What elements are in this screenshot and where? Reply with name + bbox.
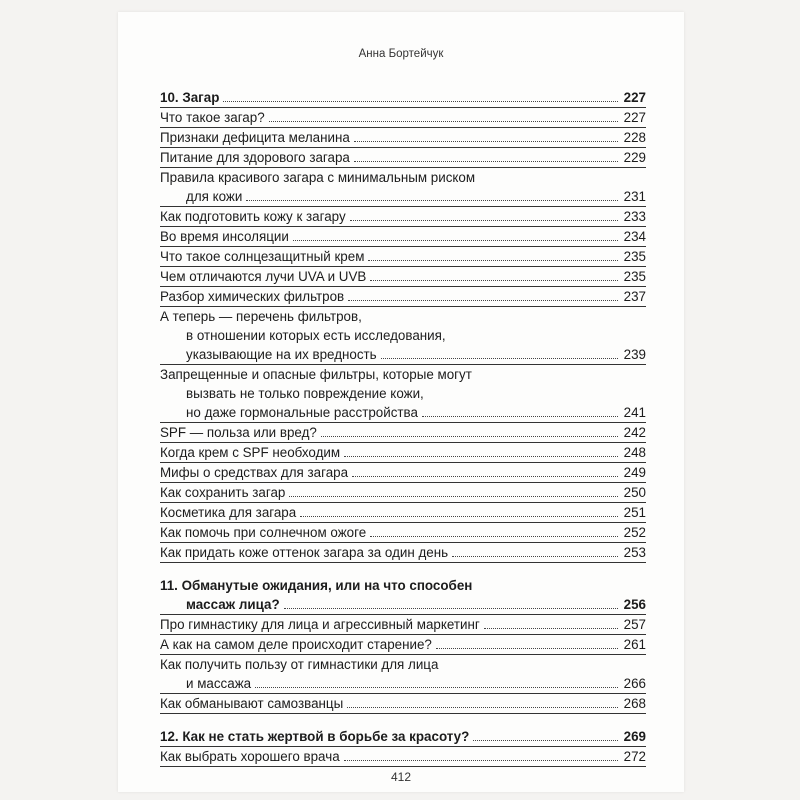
page-number: 228 <box>623 130 646 145</box>
page-number: 227 <box>623 90 646 105</box>
toc-entry <box>160 247 646 267</box>
entry-title-cont: но даже гормональные расстройства <box>186 405 418 420</box>
page-number: 239 <box>623 347 646 362</box>
entry-title: Про гимнастику для лица и агрессивный маркетинг <box>160 617 480 632</box>
toc-entry <box>160 655 646 694</box>
entry-title: Чем отличаются лучи UVA и UVB <box>160 269 367 284</box>
page-number: 251 <box>623 505 646 520</box>
page-number: 233 <box>623 209 646 224</box>
page-number: 256 <box>623 597 646 612</box>
page-number: 248 <box>623 445 646 460</box>
page-number: 237 <box>623 289 646 304</box>
entry-title-cont: вызвать не только повреждение кожи, <box>186 386 424 401</box>
page-number: 235 <box>623 249 646 264</box>
chapter-gap <box>160 714 646 727</box>
entry-title: Как обманывают самозванцы <box>160 696 344 711</box>
toc-entry <box>160 523 646 543</box>
entry-title: Признаки дефицита меланина <box>160 130 350 145</box>
page-number: 266 <box>623 676 646 691</box>
page-number: 231 <box>623 189 646 204</box>
page-number: 249 <box>623 465 646 480</box>
entry-title: Косметика для загара <box>160 505 297 520</box>
page-number: 261 <box>623 637 646 652</box>
chapter-title: 10. Загар <box>160 90 220 105</box>
toc-chapter-10 <box>160 88 646 108</box>
table-of-contents <box>160 88 646 767</box>
entry-title: Мифы о средствах для загара <box>160 465 349 480</box>
entry-title: Как получить пользу от гимнастики для лица <box>160 657 439 672</box>
toc-entry <box>160 227 646 247</box>
page-number: 250 <box>623 485 646 500</box>
toc-entry <box>160 307 646 365</box>
toc-entry <box>160 423 646 443</box>
page-number: 252 <box>623 525 646 540</box>
page-number: 257 <box>623 617 646 632</box>
running-head: Анна Бортейчук <box>358 48 444 60</box>
entry-title: Как помочь при солнечном ожоге <box>160 525 367 540</box>
toc-entry <box>160 207 646 227</box>
entry-title-cont: и массажа <box>186 676 252 691</box>
toc-chapter-12 <box>160 727 646 747</box>
entry-title: Как сохранить загар <box>160 485 286 500</box>
entry-title: Как выбрать хорошего врача <box>160 749 340 764</box>
book-page <box>118 12 684 792</box>
chapter-title: 11. Обманутые ожидания, или на что способен <box>160 578 473 593</box>
toc-entry <box>160 635 646 655</box>
entry-title: А как на самом деле происходит старение? <box>160 637 432 652</box>
page-number: 227 <box>623 110 646 125</box>
toc-chapter-11 <box>160 576 646 615</box>
entry-title: Разбор химических фильтров <box>160 289 345 304</box>
chapter-title: 12. Как не стать жертвой в борьбе за красоту? <box>160 729 470 744</box>
entry-title: SPF — польза или вред? <box>160 425 317 440</box>
chapter-gap <box>160 563 646 576</box>
entry-title: Во время инсоляции <box>160 229 289 244</box>
entry-title: Когда крем с SPF необходим <box>160 445 341 460</box>
toc-entry <box>160 483 646 503</box>
entry-title: А теперь — перечень фильтров, <box>160 309 362 324</box>
entry-title: Что такое солнцезащитный крем <box>160 249 365 264</box>
entry-title-cont: в отношении которых есть исследования, <box>186 328 446 343</box>
toc-entry <box>160 443 646 463</box>
entry-title-cont: для кожи <box>186 189 243 204</box>
entry-title: Как подготовить кожу к загару <box>160 209 346 224</box>
toc-entry <box>160 287 646 307</box>
toc-entry <box>160 128 646 148</box>
entry-title: Правила красивого загара с минимальным риском <box>160 170 476 185</box>
toc-entry <box>160 543 646 563</box>
page-number: 253 <box>623 545 646 560</box>
entry-title-cont: указывающие на их вредность <box>186 347 377 362</box>
toc-entry <box>160 694 646 714</box>
toc-entry <box>160 463 646 483</box>
page-number: 229 <box>623 150 646 165</box>
toc-entry <box>160 267 646 287</box>
toc-entry <box>160 168 646 207</box>
entry-title: Питание для здорового загара <box>160 150 350 165</box>
chapter-title-cont: массаж лица? <box>186 597 280 612</box>
entry-title: Запрещенные и опасные фильтры, которые могут <box>160 367 472 382</box>
page-number: 242 <box>623 425 646 440</box>
page-folio: 412 <box>390 770 412 784</box>
page-number: 235 <box>623 269 646 284</box>
toc-entry <box>160 365 646 423</box>
page-number: 269 <box>623 729 646 744</box>
page-number: 272 <box>623 749 646 764</box>
page-number: 268 <box>623 696 646 711</box>
toc-entry <box>160 108 646 128</box>
toc-entry <box>160 615 646 635</box>
toc-entry <box>160 503 646 523</box>
toc-entry <box>160 148 646 168</box>
entry-title: Как придать коже оттенок загара за один день <box>160 545 449 560</box>
page-number: 234 <box>623 229 646 244</box>
page-number: 241 <box>623 405 646 420</box>
entry-title: Что такое загар? <box>160 110 265 125</box>
toc-entry <box>160 747 646 767</box>
